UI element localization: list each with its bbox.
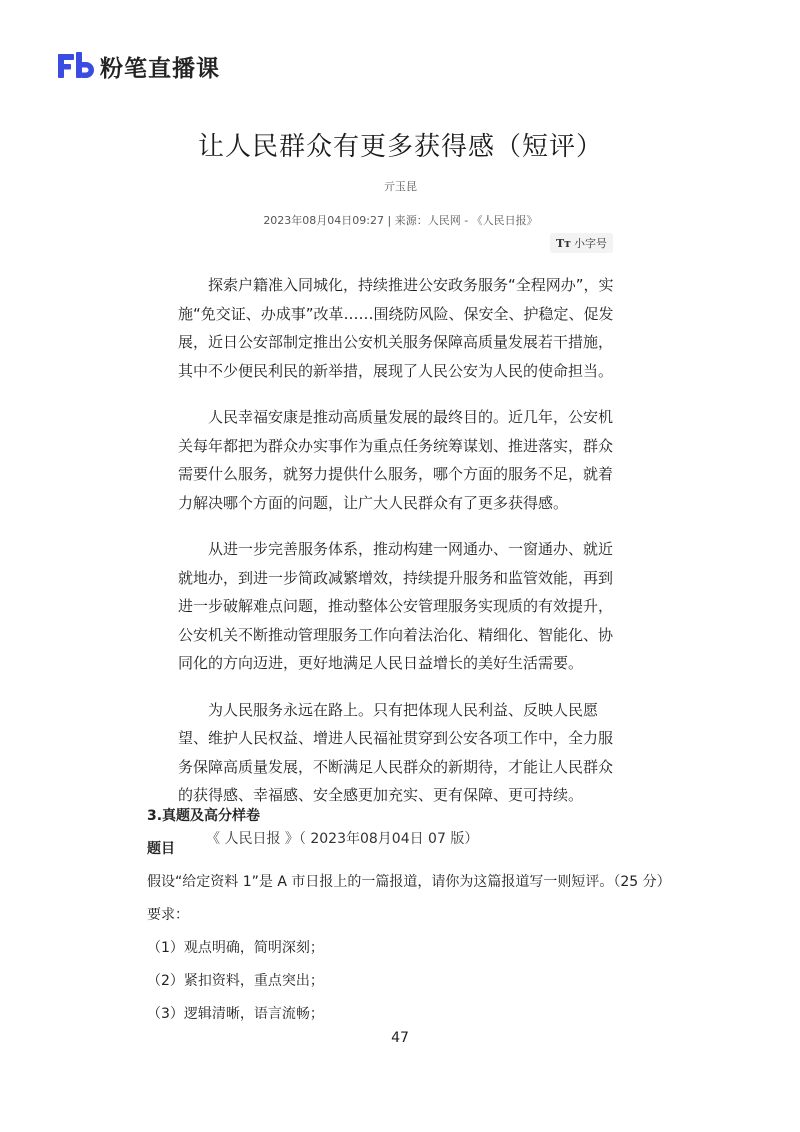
requirement-item: （3）逻辑清晰，语言流畅； [147, 1006, 324, 1022]
font-size-toggle-button[interactable] [550, 233, 613, 253]
article-paragraph: 为人民服务永远在路上。只有把体现人民利益、反映人民愿望、维护人民权益、增进人民福祉贯穿到公安各项工作中，全力服务保障高质量发展，不断满足人民群众的新期待，才能让人民群众的获得感、幸福感、安全感更加充实、更有保障、更可持续。 [178, 700, 614, 804]
brand-name: 粉笔直播课 [100, 55, 220, 82]
article-title: 让人民群众有更多获得感（短评） [197, 132, 603, 162]
fenbi-logo-icon [57, 51, 95, 81]
font-size-label: 小字号 [574, 237, 607, 250]
article-paragraph: 人民幸福安康是推动高质量发展的最终目的。近几年，公安机关每年都把为群众办实事作为重点任务统筹谋划、推进落实，群众需要什么服务，就努力提供什么服务，哪个方面的服务不足，就着力解决哪个方面的问题，让广大人民群众有了更多获得感。 [178, 408, 614, 512]
exam-section [147, 800, 671, 1031]
font-size-icon: Tт [555, 237, 571, 250]
section-heading: 3.真题及高分样卷 [147, 808, 261, 824]
requirement-item: （2）紧扣资料，重点突出； [147, 973, 324, 989]
brand-logo [57, 50, 220, 82]
question-text: 假设“给定资料 1”是 A 市日报上的一篇报道，请你为这篇报道写一则短评。（25 分） [147, 874, 671, 890]
article-source: 《 人民日报 》（ 2023年08月04日 07 版） [206, 830, 479, 847]
article-paragraph: 探索户籍准入同城化，持续推进公安政务服务“全程网办”，实施“免交证、办成事”改革……围绕防风险、保安全、护稳定、促发展，近日公安部制定推出公安机关服务保障高质量发展若干措施，其中不少便民利民的新举措，展现了人民公安为人民的使命担当。 [178, 276, 614, 380]
requirements-label: 要求： [147, 907, 189, 923]
article-paragraph: 从进一步完善服务体系，推动构建一网通办、一窗通办、就近就地办，到进一步简政减繁增效，持续提升服务和监管效能，再到进一步破解难点问题，推动整体公安管理服务实现质的有效提升，公安机关不断推动管理服务工作向着法治化、精细化、智能化、协同化的方向迈进，更好地满足人民日益增长的美好生活需要。 [178, 540, 614, 672]
requirement-item: （1）观点明确，简明深刻； [147, 940, 324, 956]
article [178, 112, 623, 848]
page-number: 47 [391, 1030, 409, 1046]
question-heading: 题目 [147, 841, 175, 857]
article-author: 亓玉昆 [384, 180, 417, 193]
article-meta: 2023年08月04日09:27 | 来源：人民网 - 《人民日报》 [263, 214, 538, 227]
article-body [178, 271, 623, 810]
